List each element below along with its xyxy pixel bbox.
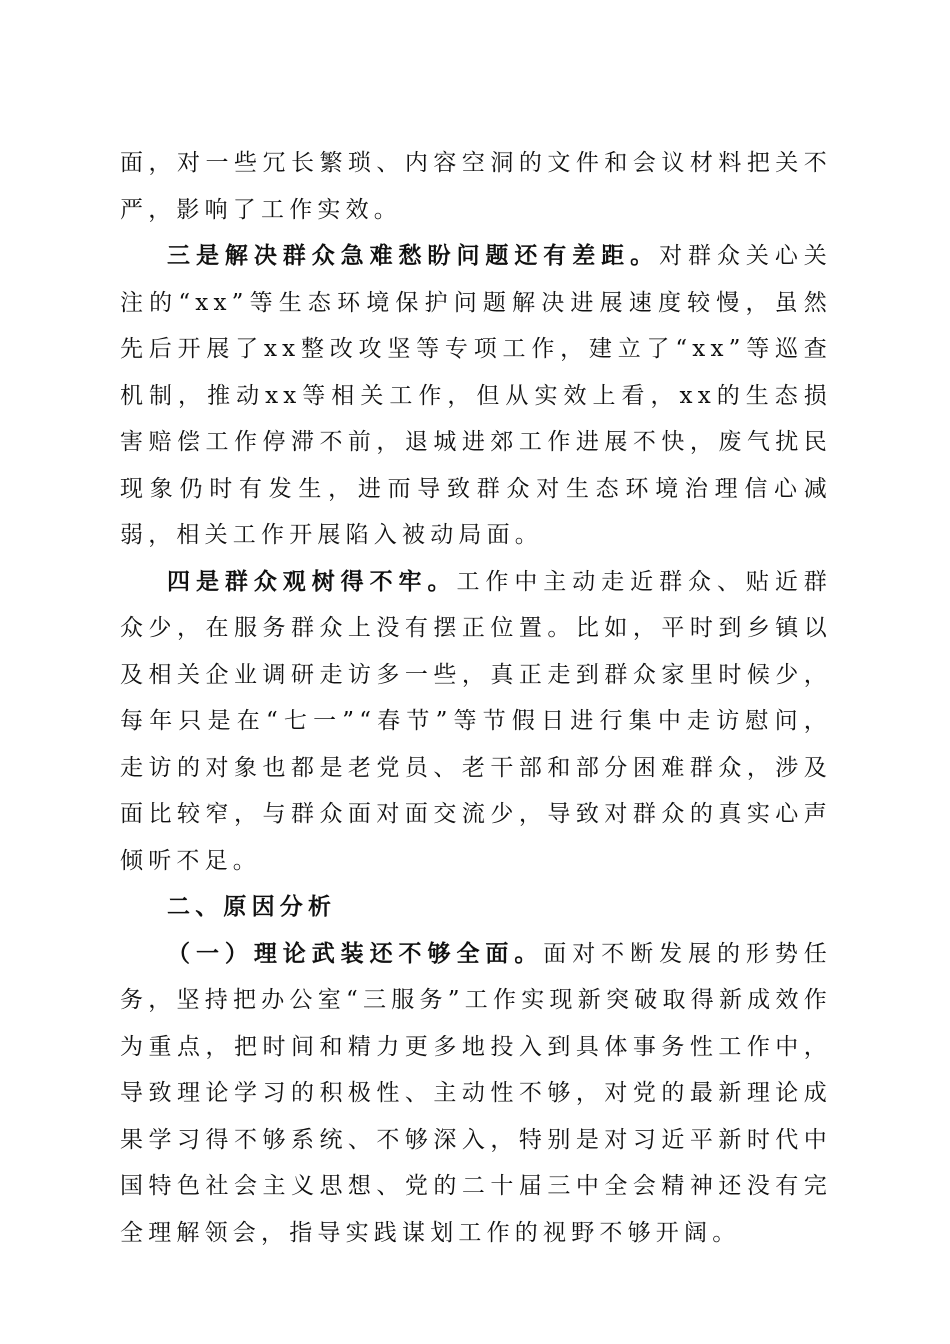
paragraph-problem-three xyxy=(120,233,832,559)
paragraph-text: 工作中主动走近群众、贴近群众少，在服务群众上没有摆正位置。比如，平时到乡镇以及相关企业调研走访多一些，真正走到群众家里时候少，每年只是在“七一”“春节”等节假日进行集中走访慰问，走访的对象也都是老党员、老干部和部分困难群众，涉及面比较窄，与群众面对面交流少，导致对群众的真实心声倾听不足。 xyxy=(120,568,832,874)
paragraph-text: 面对不断发展的形势任务，坚持把办公室“三服务”工作实现新突破取得新成效作为重点，把时间和精力更多地投入到具体事务性工作中，导致理论学习的积极性、主动性不够，对党的最新理论成果学习得不够系统、不够深入，特别是对习近平新时代中国特色社会主义思想、党的二十届三中全会精神还没有完全理解领会，指导实践谋划工作的视野不够开阔。 xyxy=(120,940,833,1246)
paragraph-cause-one xyxy=(120,931,832,1257)
paragraph-text: 面，对一些冗长繁琐、内容空洞的文件和会议材料把关不严，影响了工作实效。 xyxy=(120,150,832,223)
paragraph-continuation xyxy=(120,140,832,233)
paragraph-text: 对群众关心关注的“xx”等生态环境保护问题解决进展速度较慢，虽然先后开展了xx整改攻坚等专项工作，建立了“xx”等巡查机制，推动xx等相关工作，但从实效上看，xx的生态损害赔偿工作停滞不前，退城进郊工作进展不快，废气扰民现象仍时有发生，进而导致群众对生态环境治理信心减弱，相关工作开展陷入被动局面。 xyxy=(120,243,833,548)
document-body xyxy=(120,140,832,1256)
paragraph-lead: （一）理论武装还不够全面。 xyxy=(167,940,544,967)
paragraph-problem-four xyxy=(120,559,832,885)
section-heading: 二、原因分析 xyxy=(167,894,337,920)
paragraph-lead: 三是解决群众急难愁盼问题还有差距。 xyxy=(167,243,660,269)
paragraph-lead: 四是群众观树得不牢。 xyxy=(167,568,457,595)
